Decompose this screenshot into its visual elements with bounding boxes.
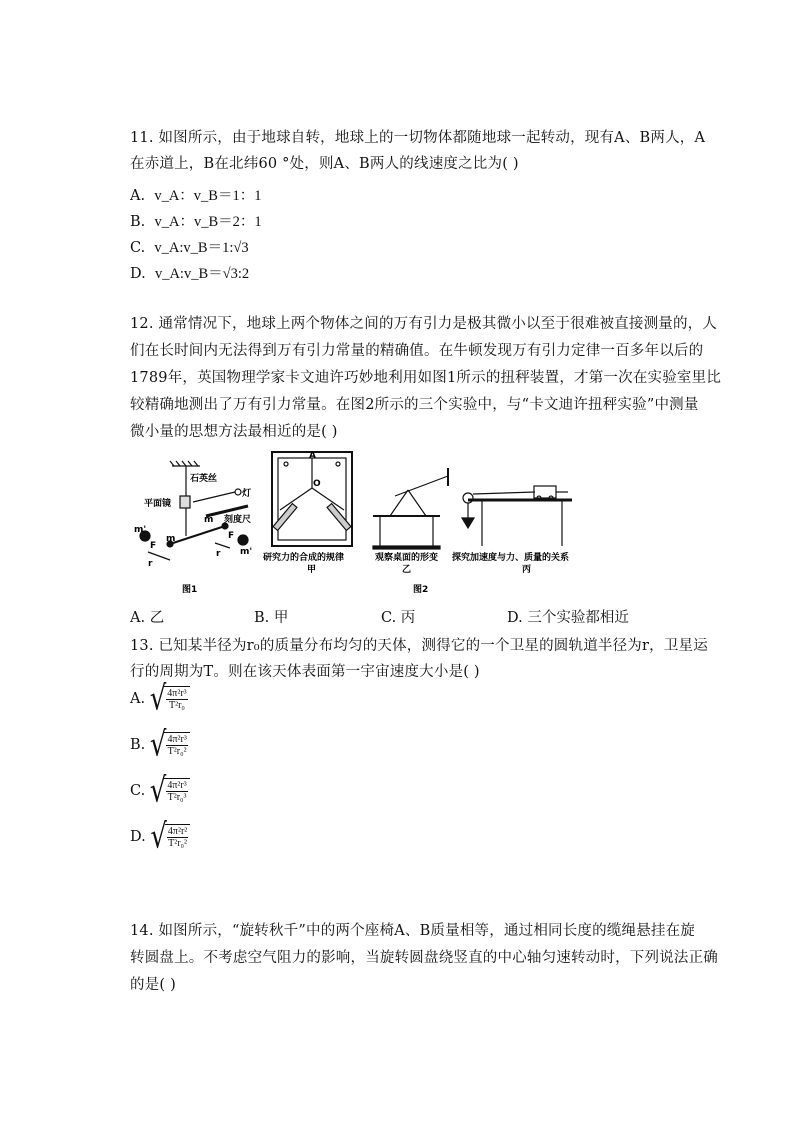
option-label: B.: [130, 214, 146, 230]
fig2-label-A: A: [309, 451, 316, 461]
option-label: D.: [130, 829, 146, 845]
option-label: D.: [130, 266, 146, 282]
fig2-yi-apparatus: [373, 468, 448, 549]
q11-line-1: 11. 如图所示，由于地球自转，地球上的一切物体都随地球一起转动，现有A、B两人，A: [130, 130, 706, 146]
fig2-jia-apparatus: [272, 452, 352, 546]
q13-option-a: [130, 679, 190, 719]
q11-option-b: [130, 210, 262, 231]
fig1-label-mp-left: m': [134, 525, 147, 535]
fraction-numerator: 4π²r³: [167, 734, 187, 745]
fig1-label-m-left: m: [166, 534, 176, 544]
fraction-denominator: T²r₀: [169, 700, 185, 711]
fig2-exp-yi: 观察桌面的形变: [375, 553, 439, 563]
q12-line-3: 1789年，英国物理学家卡文迪许巧妙地利用如图1所示的扭秤装置，才第一次在实验室里比: [130, 370, 722, 386]
q11-option-a: [130, 184, 261, 205]
q14-line-1: 14. 如图所示，“旋转秋千”中的两个座椅A、B质量相等，通过相同长度的缆绳悬挂在旋: [130, 923, 696, 939]
option-text: v_A:v_B＝1:√3: [154, 240, 249, 256]
fraction-numerator: 4π²r³: [167, 780, 187, 791]
q12-figure: [130, 448, 640, 600]
q13-line-1: 13. 已知某半径为r₀的质量分布均匀的天体，测得它的一个卫星的圆轨道半径为r，卫星运: [130, 638, 708, 654]
fraction-numerator: 4π²r²: [167, 826, 188, 837]
q13-line-2: 行的周期为T。则在该天体表面第一宇宙速度大小是( ): [130, 664, 480, 680]
fig2-label-O: O: [313, 479, 321, 489]
sqrt-expression: √ $\frac{\text{4π²r³}}{\text{T²r₀³}}$: [150, 778, 190, 804]
fig1-label-mp-right: m': [240, 547, 253, 557]
q12-option-d: D. 三个实验都相近: [507, 610, 629, 626]
fig2-name-bing: 丙: [522, 565, 532, 575]
q12-line-1: 12. 通常情况下，地球上两个物体之间的万有引力是极其微小以至于很难被直接测量的，人: [130, 316, 718, 332]
q12-option-a: A. 乙: [130, 610, 165, 626]
fig1-label-lamp: 灯: [242, 489, 252, 499]
fig2-caption: 图2: [413, 585, 429, 595]
q11-option-c: [130, 236, 249, 257]
fraction-denominator: T²r₀²: [168, 838, 188, 849]
q14-line-3: 的是( ): [130, 977, 176, 993]
fraction-denominator: T²r₀²: [167, 746, 187, 757]
sqrt-expression: √ $\frac{\text{4π²r³}}{\text{T²r₀}}$: [150, 686, 190, 712]
q12-line-2: 们在长时间内无法得到万有引力常量的精确值。在牛顿发现万有引力定律一百多年以后的: [130, 343, 704, 359]
q13-option-b: [130, 725, 190, 765]
fig1-label-r-right: r: [216, 549, 221, 559]
q14-line-2: 转圆盘上。不考虑空气阻力的影响，当旋转圆盘绕竖直的中心轴匀速转动时，下列说法正确: [130, 950, 718, 966]
q12-line-4: 较精确地测出了万有引力常量。在图2所示的三个实验中，与“卡文迪许扭秤实验”中测量: [130, 397, 699, 413]
fig2-name-yi: 乙: [402, 565, 412, 575]
fig2-name-jia: 甲: [307, 565, 317, 575]
q12-option-c: C. 丙: [381, 610, 416, 626]
fig1-label-quartz: 石英丝: [190, 474, 218, 484]
q12-option-b: B. 甲: [254, 610, 289, 626]
fraction-numerator: 4π²r³: [167, 688, 187, 699]
fig2-bing-apparatus: [462, 486, 572, 546]
fig1-label-F-left: F: [150, 541, 157, 551]
sqrt-expression: √ $\frac{\text{4π²r³}}{\text{T²r₀²}}$: [150, 732, 190, 758]
fig2-exp-bing: 探究加速度与力、质量的关系: [452, 553, 570, 563]
option-text: v_A:v_B＝√3:2: [154, 266, 250, 282]
q13-option-d: [130, 817, 190, 857]
option-label: C.: [130, 783, 146, 799]
option-text: v_A：v_B＝2：1: [154, 214, 262, 230]
fig1-label-F-right: F: [228, 531, 235, 541]
q12-line-5: 微小量的思想方法最相近的是( ): [130, 424, 338, 440]
fig1-caption: 图1: [182, 585, 198, 595]
option-label: B.: [130, 737, 146, 753]
fig1-label-m-right: m: [204, 515, 214, 525]
q11-line-2: 在赤道上，B在北纬60 °处，则A、B两人的线速度之比为( ): [130, 156, 519, 172]
sqrt-expression: √ $\frac{\text{4π²r²}}{\text{T²r₀²}}$: [150, 824, 190, 850]
fig1-label-mirror: 平面镜: [144, 499, 172, 509]
option-label: A.: [130, 188, 146, 204]
fig1-label-r-left: r: [148, 559, 153, 569]
option-label: C.: [130, 240, 146, 256]
fraction-denominator: T²r₀³: [167, 792, 187, 803]
option-text: v_A：v_B＝1：1: [154, 188, 262, 204]
q11-option-d: [130, 262, 249, 283]
fig2-exp-jia: 研究力的合成的规律: [263, 553, 345, 563]
q13-option-c: [130, 771, 190, 811]
option-label: A.: [130, 691, 146, 707]
fig1-label-scale: 刻度尺: [224, 515, 252, 525]
